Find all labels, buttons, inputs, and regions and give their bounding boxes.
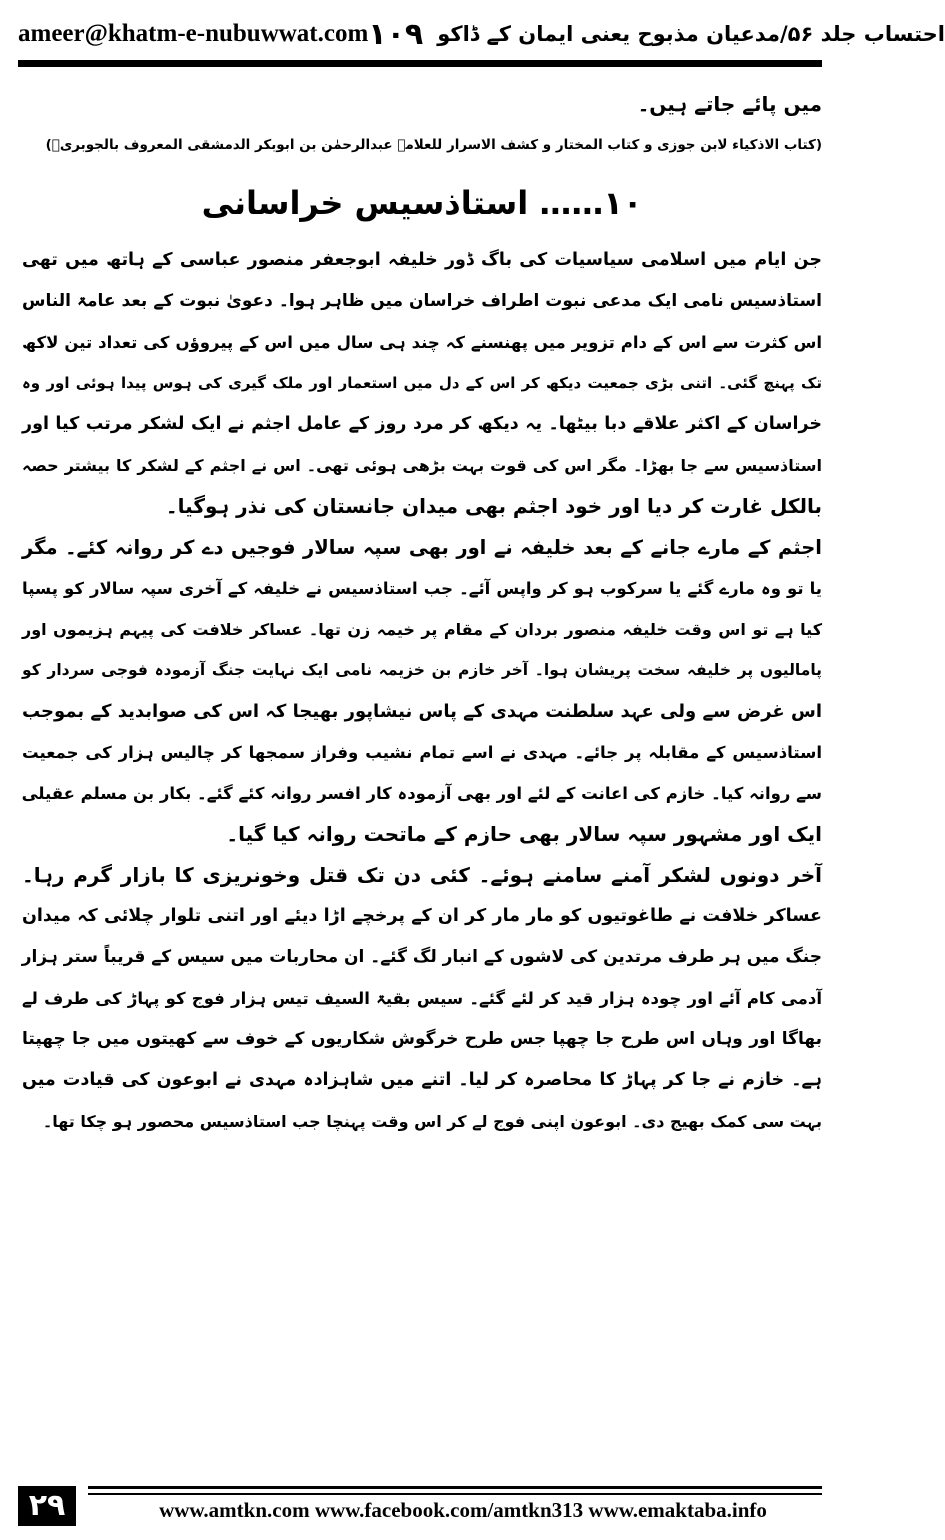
intro-line: میں پائے جاتے ہیں۔	[637, 92, 822, 116]
header-page-number: ۱۰۹	[368, 16, 424, 52]
text-line: تک پہنچ گئی۔ اتنی بڑی جمعیت دیکھ کر اس کے دل میں استعمار اور ملک گیری کی ہوس پیدا ہوئی اور وہ	[22, 374, 822, 392]
text-line: آدمی کام آئے اور چودہ ہزار قید کر لئے گئے۔ سیس بقیۃ السیف تیس ہزار فوج کو پہاڑ کی طرف لے	[22, 989, 822, 1008]
header-email: ameer@khatm-e-nubuwwat.com	[18, 20, 369, 47]
footer-rule-thin	[88, 1493, 822, 1495]
running-title: احتساب جلد ۵۶/مدعیان مذبوح یعنی ایمان کے ڈاکو	[437, 22, 945, 46]
text-line: اس غرض سے ولی عہد سلطنت مہدی کے پاس نیشاپور بھیجا کہ اس کی صوابدید کے بموجب	[22, 701, 822, 722]
text-line: استاذسیس نامی ایک مدعی نبوت اطراف خراسان میں ظاہر ہوا۔ دعویٰ نبوت کے بعد عامۃ الناس	[22, 291, 822, 311]
text-line: اجثم کے مارے جانے کے بعد خلیفہ نے اور بھی سپہ سالار فوجیں دے کر روانہ کئے۔ مگر	[22, 536, 822, 559]
text-line: کیا ہے تو اس وقت خلیفہ منصور بردان کے مقام پر خیمہ زن تھا۔ عساکر خلافت کی پیہم ہزیموں اور	[22, 620, 822, 639]
header-rule	[18, 60, 822, 67]
text-line: اس کثرت سے اس کے دام تزویر میں پھنسنے کہ چند ہی سال میں اس کے پیروؤں کی تعداد تین لاکھ	[22, 333, 822, 352]
paragraph-3	[22, 855, 822, 1142]
section-heading: ۱۰…… استاذسیس خراسانی	[201, 184, 643, 222]
page-body	[22, 84, 822, 1142]
paragraph-2	[22, 527, 822, 855]
header-title-group	[368, 17, 945, 52]
text-line: جنگ میں ہر طرف مرتدین کی لاشوں کے انبار لگ گئے۔ ان محاربات میں سیس کے قریباً ستر ہزار	[21, 947, 822, 967]
text-line: ایک اور مشہور سپہ سالار بھی حازم کے ماتحت روانہ کیا گیا۔	[226, 822, 822, 846]
text-line: یا تو وہ مارے گئے یا سرکوب ہو کر واپس آئے۔ جب استاذسیس نے خلیفہ کے آخری سپہ سالار کو پسپا	[22, 579, 822, 598]
text-line: عساکر خلافت نے طاغوتیوں کو مار مار کر ان کے پرخچے اڑا دیئے اور اتنی تلوار چلائی کہ میدان	[22, 906, 822, 926]
footer-page-number: ۲۹	[18, 1486, 76, 1526]
text-line: استاذسیس سے جا بھڑا۔ مگر اس کی قوت بہت بڑھی ہوئی تھی۔ اس نے اجثم کے لشکر کا بیشتر حصہ	[22, 456, 822, 475]
text-line: جن ایام میں اسلامی سیاسیات کی باگ ڈور خلیفہ ابوجعفر منصور عباسی کے ہاتھ میں تھی	[22, 250, 822, 270]
text-line: آخر دونوں لشکر آمنے سامنے ہوئے۔ کئی دن تک قتل وخونریزی کا بازار گرم رہا۔	[22, 863, 822, 887]
page-header	[18, 14, 945, 54]
text-line: استاذسیس کے مقابلہ پر جائے۔ مہدی نے اسے تمام نشیب وفراز سمجھا کر چالیس ہزار کی جمعیت	[22, 743, 822, 762]
reference-line: (کتاب الاذکیاء لابن جوزی و کتاب المختار و کشف الاسرار للعلامہ عبدالرحمٰن بن ابوبکر الدمشقی المعروف بالجوبریؒ)	[45, 137, 822, 153]
text-line: پامالیوں پر خلیفہ سخت پریشان ہوا۔ آخر خازم بن خزیمہ نامی ایک نہایت جنگ آزمودہ فوجی سردار کو	[22, 661, 822, 679]
text-line: ہے۔ خازم نے جا کر پہاڑ کا محاصرہ کر لیا۔ اتنے میں شاہزادہ مہدی نے ابوعون کی قیادت میں	[22, 1070, 822, 1090]
text-line: بھاگا اور وہاں اس طرح جا چھپا جس طرح خرگوش شکاریوں کے خوف سے کھیتوں میں جا چھپتا	[22, 1029, 822, 1049]
paragraph-1	[22, 240, 822, 527]
footer-links[interactable]: www.amtkn.com www.facebook.com/amtkn313 www.emaktaba.info	[159, 1498, 767, 1522]
text-line: بالکل غارت کر دیا اور خود اجثم بھی میدان جانستان کی نذر ہوگیا۔	[165, 494, 822, 518]
text-line: بہت سی کمک بھیج دی۔ ابوعون اپنی فوج لے کر اس وقت پہنچا جب استاذسیس محصور ہو چکا تھا۔	[42, 1112, 822, 1131]
footer-rule	[88, 1486, 822, 1489]
text-line: خراسان کے اکثر علاقے دبا بیٹھا۔ یہ دیکھ کر مرد روز کے عامل اجثم نے ایک لشکر مرتب کیا اور	[22, 414, 822, 434]
text-line: سے روانہ کیا۔ خازم کی اعانت کے لئے اور بھی آزمودہ کار افسر روانہ کئے گئے۔ بکار بن مسلم عقیلی	[21, 784, 822, 803]
page-footer	[18, 1486, 822, 1530]
